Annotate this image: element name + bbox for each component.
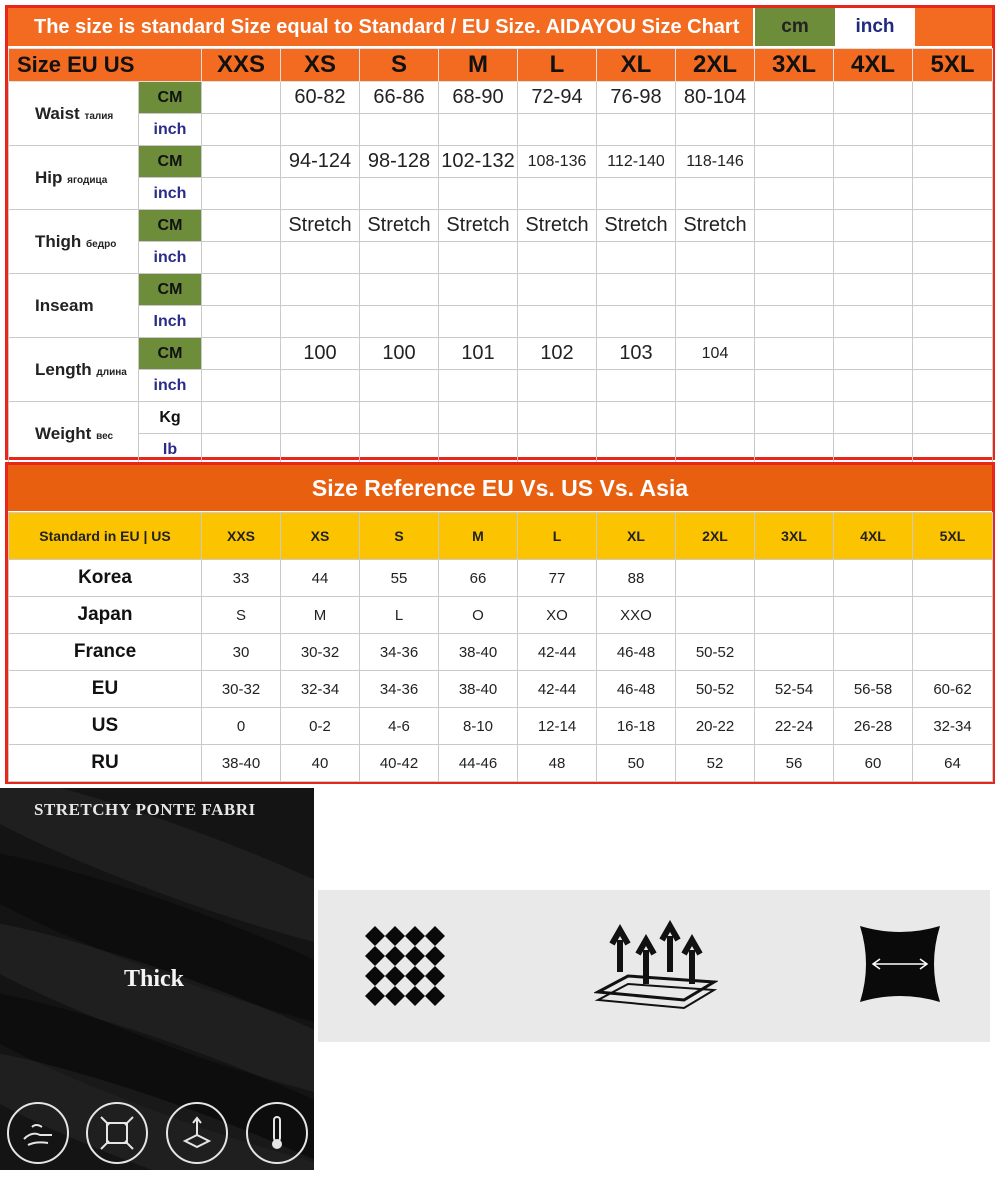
- reference-value-cell: 0-2: [281, 708, 360, 745]
- measurement-name-ru: вес: [96, 430, 114, 442]
- size-value-cell: [755, 402, 834, 434]
- measurement-row: [9, 210, 993, 242]
- country-label: RU: [9, 745, 202, 782]
- size-value-cell-secondary: [360, 434, 439, 466]
- size-value-cell-secondary: [281, 434, 360, 466]
- measurement-label: [9, 146, 139, 210]
- size-value-cell: 80-104: [676, 82, 755, 114]
- measurement-name: Hip: [35, 167, 63, 187]
- reference-value-cell: 20-22: [676, 708, 755, 745]
- reference-value-cell: 56: [755, 745, 834, 782]
- diamond-grid-icon: [365, 926, 445, 1006]
- size-value-cell-secondary: [597, 242, 676, 274]
- measurement-name: Inseam: [35, 295, 94, 315]
- reference-value-cell: 12-14: [518, 708, 597, 745]
- size-col-header: 3XL: [755, 49, 834, 82]
- reference-value-cell: 44: [281, 560, 360, 597]
- measurement-name-ru: длина: [96, 366, 127, 378]
- measurement-name: Length: [35, 359, 92, 379]
- size-value-cell: [202, 338, 281, 370]
- country-label: France: [9, 634, 202, 671]
- size-value-cell-secondary: [597, 434, 676, 466]
- size-value-cell-secondary: [676, 242, 755, 274]
- reference-value-cell: 50: [597, 745, 676, 782]
- size-value-cell: [676, 402, 755, 434]
- size-value-cell-secondary: [518, 306, 597, 338]
- size-col-header: XS: [281, 49, 360, 82]
- size-value-cell: [913, 402, 993, 434]
- size-chart-table: [8, 48, 993, 466]
- unit-secondary: inch: [139, 242, 202, 274]
- reference-value-cell: S: [202, 597, 281, 634]
- hand-touch-icon: [7, 1102, 69, 1164]
- reference-value-cell: 44-46: [439, 745, 518, 782]
- size-value-cell-secondary: [755, 242, 834, 274]
- size-value-cell: [202, 274, 281, 306]
- size-value-cell-secondary: [597, 370, 676, 402]
- reference-size-header: M: [439, 513, 518, 560]
- reference-value-cell: 60: [834, 745, 913, 782]
- size-value-cell: [439, 274, 518, 306]
- size-value-cell: Stretch: [439, 210, 518, 242]
- size-value-cell-secondary: [281, 114, 360, 146]
- size-value-cell-secondary: [676, 434, 755, 466]
- reference-size-header: XS: [281, 513, 360, 560]
- reference-value-cell: XO: [518, 597, 597, 634]
- thermometer-icon: [246, 1102, 308, 1164]
- unit-primary: CM: [139, 274, 202, 306]
- size-value-cell: 104: [676, 338, 755, 370]
- reference-value-cell: [676, 560, 755, 597]
- size-header-row: [9, 49, 993, 82]
- size-value-cell: [755, 210, 834, 242]
- reference-value-cell: O: [439, 597, 518, 634]
- size-col-header: XL: [597, 49, 676, 82]
- size-value-cell-secondary: [597, 306, 676, 338]
- reference-value-cell: 33: [202, 560, 281, 597]
- size-value-cell: 100: [281, 338, 360, 370]
- size-value-cell-secondary: [755, 370, 834, 402]
- reference-size-header: 5XL: [913, 513, 993, 560]
- size-value-cell: [913, 210, 993, 242]
- size-value-cell-secondary: [518, 242, 597, 274]
- reference-row: [9, 634, 993, 671]
- reference-value-cell: [755, 597, 834, 634]
- measurement-row-secondary: [9, 306, 993, 338]
- size-value-cell-secondary: [913, 306, 993, 338]
- measurement-label: [9, 210, 139, 274]
- size-value-cell: [755, 146, 834, 178]
- inch-unit-tab[interactable]: inch: [836, 8, 914, 46]
- reference-value-cell: 32-34: [913, 708, 993, 745]
- reference-value-cell: 42-44: [518, 634, 597, 671]
- size-value-cell-secondary: [913, 242, 993, 274]
- measurement-name-ru: бедро: [86, 238, 117, 250]
- diamond-shape: [385, 946, 405, 966]
- size-value-cell-secondary: [834, 434, 913, 466]
- measurement-row-secondary: [9, 178, 993, 210]
- reference-size-header: XXS: [202, 513, 281, 560]
- unit-secondary: inch: [139, 114, 202, 146]
- diamond-shape: [405, 946, 425, 966]
- size-value-cell: [202, 210, 281, 242]
- measurement-name: Waist: [35, 103, 80, 123]
- unit-secondary: inch: [139, 178, 202, 210]
- size-value-cell-secondary: [518, 434, 597, 466]
- size-value-cell: 60-82: [281, 82, 360, 114]
- unit-secondary: Ib: [139, 434, 202, 466]
- size-value-cell: Stretch: [676, 210, 755, 242]
- reference-value-cell: 0: [202, 708, 281, 745]
- stretch-square-icon: [858, 922, 942, 1006]
- unit-primary: CM: [139, 146, 202, 178]
- size-value-cell-secondary: [755, 114, 834, 146]
- size-value-cell: 68-90: [439, 82, 518, 114]
- reference-value-cell: [834, 634, 913, 671]
- reference-value-cell: [834, 597, 913, 634]
- diamond-shape: [365, 966, 385, 986]
- reference-value-cell: 30-32: [281, 634, 360, 671]
- size-value-cell-secondary: [360, 306, 439, 338]
- size-value-cell-secondary: [518, 178, 597, 210]
- size-value-cell-secondary: [202, 370, 281, 402]
- size-value-cell-secondary: [676, 370, 755, 402]
- size-value-cell-secondary: [360, 178, 439, 210]
- reference-value-cell: 50-52: [676, 634, 755, 671]
- size-value-cell: 112-140: [597, 146, 676, 178]
- size-value-cell: 100: [360, 338, 439, 370]
- size-value-cell-secondary: [913, 370, 993, 402]
- size-value-cell: [281, 402, 360, 434]
- size-reference-title: Size Reference EU Vs. US Vs. Asia: [8, 465, 992, 511]
- size-value-cell-secondary: [834, 370, 913, 402]
- size-value-cell-secondary: [281, 178, 360, 210]
- reference-value-cell: 50-52: [676, 671, 755, 708]
- reference-value-cell: 52: [676, 745, 755, 782]
- size-value-cell: 98-128: [360, 146, 439, 178]
- size-value-cell-secondary: [202, 114, 281, 146]
- reference-value-cell: 60-62: [913, 671, 993, 708]
- reference-value-cell: 8-10: [439, 708, 518, 745]
- diamond-shape: [405, 986, 425, 1006]
- size-value-cell: 101: [439, 338, 518, 370]
- reference-value-cell: 16-18: [597, 708, 676, 745]
- measurement-label: [9, 402, 139, 466]
- size-value-cell: [834, 210, 913, 242]
- measurement-row-secondary: [9, 434, 993, 466]
- size-value-cell-secondary: [755, 434, 834, 466]
- size-value-cell: 108-136: [518, 146, 597, 178]
- size-value-cell-secondary: [676, 178, 755, 210]
- reference-value-cell: 30-32: [202, 671, 281, 708]
- size-value-cell: [755, 82, 834, 114]
- reference-value-cell: [913, 560, 993, 597]
- size-eu-us-label: Size EU US: [9, 49, 202, 82]
- breathable-icon: [166, 1102, 228, 1164]
- size-value-cell-secondary: [439, 178, 518, 210]
- size-chart-header: The size is standard Size equal to Standard / EU Size. AIDAYOU Size Chart: [8, 8, 753, 46]
- reference-value-cell: 32-34: [281, 671, 360, 708]
- measurement-label: [9, 338, 139, 402]
- size-col-header: 2XL: [676, 49, 755, 82]
- size-value-cell-secondary: [202, 434, 281, 466]
- diamond-shape: [365, 986, 385, 1006]
- measurement-row: [9, 338, 993, 370]
- country-label: EU: [9, 671, 202, 708]
- size-value-cell: 66-86: [360, 82, 439, 114]
- size-value-cell: Stretch: [518, 210, 597, 242]
- size-value-cell-secondary: [834, 178, 913, 210]
- country-label: Korea: [9, 560, 202, 597]
- measurement-name: Thigh: [35, 231, 82, 251]
- diamond-shape: [405, 966, 425, 986]
- size-value-cell-secondary: [597, 114, 676, 146]
- size-value-cell-secondary: [281, 370, 360, 402]
- measurement-row: [9, 274, 993, 306]
- diamond-shape: [385, 986, 405, 1006]
- unit-primary: CM: [139, 82, 202, 114]
- size-value-cell-secondary: [913, 114, 993, 146]
- diamond-shape: [365, 946, 385, 966]
- reference-value-cell: [913, 634, 993, 671]
- reference-value-cell: [755, 560, 834, 597]
- reference-value-cell: 26-28: [834, 708, 913, 745]
- size-value-cell: [439, 402, 518, 434]
- size-value-cell: 118-146: [676, 146, 755, 178]
- size-value-cell-secondary: [834, 114, 913, 146]
- diamond-shape: [425, 966, 445, 986]
- size-value-cell: [676, 274, 755, 306]
- size-value-cell: [518, 402, 597, 434]
- unit-primary: Kg: [139, 402, 202, 434]
- unit-primary: CM: [139, 210, 202, 242]
- size-value-cell-secondary: [439, 434, 518, 466]
- size-value-cell-secondary: [597, 178, 676, 210]
- reference-value-cell: [913, 597, 993, 634]
- size-reference-table: [8, 512, 993, 782]
- size-value-cell: [755, 274, 834, 306]
- size-value-cell: [834, 402, 913, 434]
- size-value-cell-secondary: [202, 306, 281, 338]
- reference-value-cell: 40-42: [360, 745, 439, 782]
- size-col-header: 5XL: [913, 49, 993, 82]
- reference-value-cell: 64: [913, 745, 993, 782]
- size-value-cell: [202, 402, 281, 434]
- reference-value-cell: [834, 560, 913, 597]
- reference-value-cell: 48: [518, 745, 597, 782]
- four-way-stretch-icon: [86, 1102, 148, 1164]
- reference-value-cell: 34-36: [360, 671, 439, 708]
- size-value-cell-secondary: [676, 114, 755, 146]
- reference-value-cell: L: [360, 597, 439, 634]
- reference-value-cell: 66: [439, 560, 518, 597]
- measurement-row-secondary: [9, 114, 993, 146]
- reference-value-cell: 55: [360, 560, 439, 597]
- size-value-cell: [834, 338, 913, 370]
- size-value-cell: [834, 146, 913, 178]
- size-value-cell: [281, 274, 360, 306]
- reference-value-cell: M: [281, 597, 360, 634]
- measurement-row: [9, 146, 993, 178]
- size-col-header: S: [360, 49, 439, 82]
- size-value-cell: [597, 274, 676, 306]
- size-value-cell-secondary: [834, 306, 913, 338]
- measurement-row-secondary: [9, 370, 993, 402]
- reference-value-cell: 56-58: [834, 671, 913, 708]
- size-value-cell-secondary: [202, 242, 281, 274]
- reference-value-cell: 38-40: [202, 745, 281, 782]
- measurement-name: Weight: [35, 423, 92, 443]
- size-value-cell: [913, 274, 993, 306]
- size-value-cell-secondary: [439, 114, 518, 146]
- size-value-cell: Stretch: [597, 210, 676, 242]
- size-value-cell: [360, 274, 439, 306]
- size-value-cell: [755, 338, 834, 370]
- size-value-cell: [913, 146, 993, 178]
- size-value-cell: 94-124: [281, 146, 360, 178]
- size-value-cell: [518, 274, 597, 306]
- reference-value-cell: 88: [597, 560, 676, 597]
- size-col-header: XXS: [202, 49, 281, 82]
- measurement-label: [9, 274, 139, 338]
- reference-value-cell: 77: [518, 560, 597, 597]
- reference-value-cell: 38-40: [439, 671, 518, 708]
- size-value-cell-secondary: [439, 370, 518, 402]
- size-value-cell: [202, 146, 281, 178]
- size-col-header: 4XL: [834, 49, 913, 82]
- reference-row: [9, 671, 993, 708]
- reference-value-cell: XXO: [597, 597, 676, 634]
- size-value-cell: [834, 82, 913, 114]
- unit-secondary: inch: [139, 370, 202, 402]
- measurement-label: [9, 82, 139, 146]
- size-value-cell: [834, 274, 913, 306]
- reference-size-header: S: [360, 513, 439, 560]
- fabric-thickness-label: Thick: [124, 966, 185, 992]
- size-value-cell-secondary: [439, 306, 518, 338]
- size-value-cell: 102-132: [439, 146, 518, 178]
- measurement-name-ru: ягодица: [67, 174, 108, 186]
- diamond-shape: [425, 946, 445, 966]
- reference-value-cell: 46-48: [597, 671, 676, 708]
- reference-value-cell: [676, 597, 755, 634]
- reference-value-cell: [755, 634, 834, 671]
- reference-header-row: [9, 513, 993, 560]
- size-value-cell: 72-94: [518, 82, 597, 114]
- diamond-shape: [365, 926, 385, 946]
- reference-row: [9, 597, 993, 634]
- reference-value-cell: 4-6: [360, 708, 439, 745]
- reference-size-header: XL: [597, 513, 676, 560]
- diamond-shape: [425, 986, 445, 1006]
- size-value-cell-secondary: [755, 178, 834, 210]
- size-value-cell: Stretch: [281, 210, 360, 242]
- size-value-cell-secondary: [360, 370, 439, 402]
- unit-primary: CM: [139, 338, 202, 370]
- size-value-cell: [913, 338, 993, 370]
- size-col-header: M: [439, 49, 518, 82]
- reference-size-header: 3XL: [755, 513, 834, 560]
- size-value-cell: 76-98: [597, 82, 676, 114]
- reference-size-header: 4XL: [834, 513, 913, 560]
- measurement-name-ru: талия: [84, 110, 114, 122]
- diamond-shape: [405, 926, 425, 946]
- reference-size-header: 2XL: [676, 513, 755, 560]
- breathable-layers-icon: [594, 920, 718, 1012]
- reference-row: [9, 745, 993, 782]
- country-label: Japan: [9, 597, 202, 634]
- fabric-title: STRETCHY PONTE FABRI: [34, 800, 256, 819]
- size-value-cell-secondary: [913, 178, 993, 210]
- size-value-cell-secondary: [676, 306, 755, 338]
- reference-value-cell: 52-54: [755, 671, 834, 708]
- diamond-shape: [385, 966, 405, 986]
- reference-size-header: L: [518, 513, 597, 560]
- size-value-cell-secondary: [518, 370, 597, 402]
- size-value-cell: [597, 402, 676, 434]
- size-value-cell: [360, 402, 439, 434]
- standard-label: Standard in EU | US: [9, 513, 202, 560]
- size-value-cell-secondary: [913, 434, 993, 466]
- size-value-cell-secondary: [281, 242, 360, 274]
- size-value-cell: 103: [597, 338, 676, 370]
- size-value-cell: [202, 82, 281, 114]
- size-value-cell-secondary: [202, 178, 281, 210]
- size-value-cell-secondary: [834, 242, 913, 274]
- unit-secondary: Inch: [139, 306, 202, 338]
- reference-value-cell: 46-48: [597, 634, 676, 671]
- reference-value-cell: 34-36: [360, 634, 439, 671]
- country-label: US: [9, 708, 202, 745]
- measurement-row: [9, 82, 993, 114]
- header-tail: [915, 8, 992, 46]
- size-value-cell-secondary: [360, 242, 439, 274]
- diamond-shape: [385, 926, 405, 946]
- size-value-cell-secondary: [281, 306, 360, 338]
- size-value-cell: Stretch: [360, 210, 439, 242]
- size-value-cell: 102: [518, 338, 597, 370]
- size-value-cell-secondary: [518, 114, 597, 146]
- reference-value-cell: 22-24: [755, 708, 834, 745]
- cm-unit-tab[interactable]: cm: [755, 8, 835, 46]
- size-value-cell-secondary: [360, 114, 439, 146]
- reference-value-cell: 38-40: [439, 634, 518, 671]
- reference-value-cell: 42-44: [518, 671, 597, 708]
- measurement-row: [9, 402, 993, 434]
- measurement-row-secondary: [9, 242, 993, 274]
- size-value-cell-secondary: [755, 306, 834, 338]
- size-value-cell-secondary: [439, 242, 518, 274]
- reference-value-cell: 30: [202, 634, 281, 671]
- reference-row: [9, 560, 993, 597]
- reference-row: [9, 708, 993, 745]
- size-col-header: L: [518, 49, 597, 82]
- size-value-cell: [913, 82, 993, 114]
- diamond-shape: [425, 926, 445, 946]
- reference-value-cell: 40: [281, 745, 360, 782]
